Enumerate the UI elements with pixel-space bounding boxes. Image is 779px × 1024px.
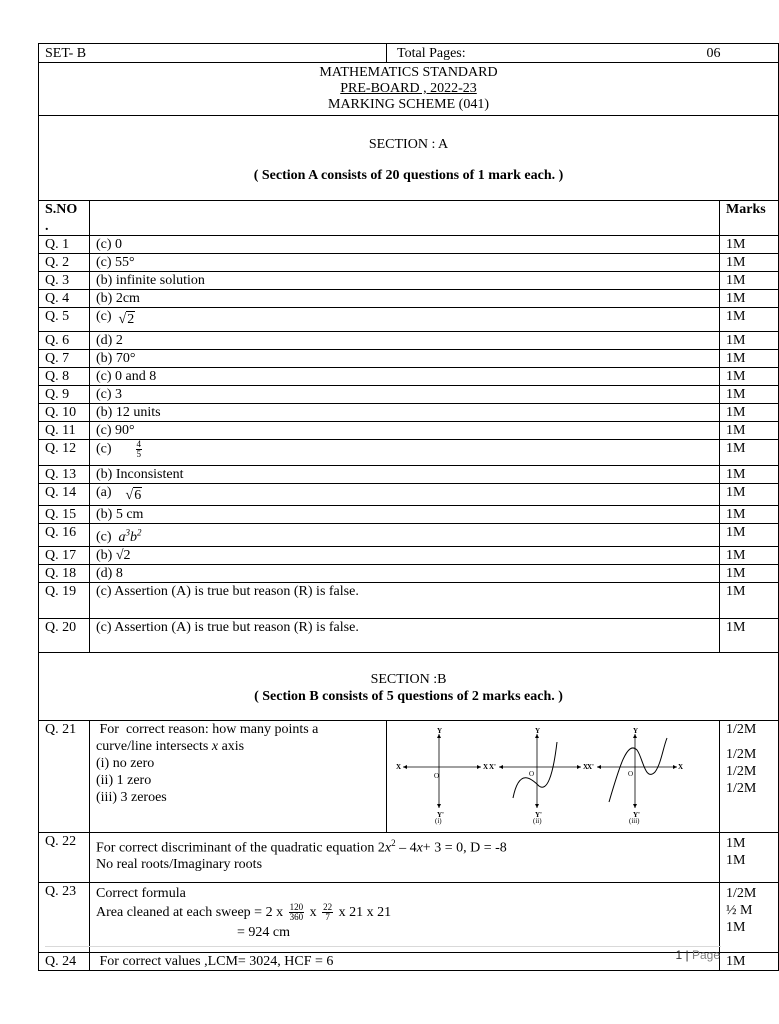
question-number: Q. 22 (39, 832, 90, 882)
q22-row (39, 832, 779, 882)
answer-cell (90, 720, 387, 832)
answer-text: (d) 2 (96, 333, 123, 348)
marks-cell (720, 882, 779, 952)
question-number: Q. 1 (39, 236, 90, 254)
q23-line3: = 924 cm (237, 924, 290, 940)
answer-row (39, 546, 779, 564)
answer-cell (90, 254, 720, 272)
marks-cell: 1M (720, 506, 779, 524)
marks-cell: 1M (720, 484, 779, 506)
mark: 1/2M (726, 763, 757, 779)
svg-text:X: X (678, 763, 684, 772)
marks-cell: 1M (720, 546, 779, 564)
answer-cell (90, 466, 720, 484)
marks-cell: 1M (720, 308, 779, 332)
marks-cell: 1M (720, 236, 779, 254)
answer-text: (b) √2 (96, 547, 131, 563)
subject-title: MATHEMATICS STANDARD (319, 65, 498, 80)
answer-row (39, 564, 779, 582)
header-row (39, 44, 779, 63)
q21-line4: (ii) 1 zero (96, 772, 152, 788)
answer-row (39, 308, 779, 332)
marks-cell: 1M (720, 368, 779, 386)
column-header-row (39, 201, 779, 236)
answer-cell (90, 308, 720, 332)
total-pages-cell (387, 44, 779, 63)
svg-text:Y: Y (633, 727, 639, 736)
mark: 1M (726, 919, 746, 935)
question-number: Q. 19 (39, 582, 90, 618)
title-block (39, 63, 779, 116)
marks-cell: 1M (720, 524, 779, 547)
answer-cell (90, 952, 720, 970)
total-pages-value: 06 (706, 46, 721, 61)
mark: 1M (726, 852, 746, 868)
mark: 1/2M (726, 721, 757, 737)
answer-row (39, 254, 779, 272)
question-number: Q. 15 (39, 506, 90, 524)
svg-text:Y': Y' (535, 811, 543, 820)
marking-scheme-table (38, 43, 779, 971)
question-number: Q. 24 (39, 952, 90, 970)
question-number: Q. 11 (39, 422, 90, 440)
answer-row (39, 350, 779, 368)
marks-cell: 1M (720, 422, 779, 440)
question-number: Q. 8 (39, 368, 90, 386)
mark: 1/2M (726, 885, 757, 901)
answer-row (39, 290, 779, 308)
marks-cell: 1M (720, 350, 779, 368)
fraction (136, 440, 143, 459)
svg-text:(i): (i) (435, 817, 442, 826)
svg-text:X: X (483, 763, 489, 772)
question-number: Q. 2 (39, 254, 90, 272)
set-label: SET- B (39, 44, 387, 63)
answer-cell (90, 546, 720, 564)
answer-row (39, 386, 779, 404)
section-b-header-row (39, 652, 779, 720)
answer-cell (90, 618, 720, 652)
q21-line5: (iii) 3 zeroes (96, 789, 167, 805)
answer-text: (c) 3 (96, 387, 123, 402)
answer-option: (c) (96, 529, 119, 545)
marks-cell: 1M (720, 440, 779, 466)
answer-text: (c) Assertion (A) is true but reason (R) is false. (96, 619, 359, 635)
answer-text: (b) infinite solution (96, 273, 205, 288)
answer-cell (90, 368, 720, 386)
answer-text: (c) 0 (96, 237, 123, 252)
answer-option: (c) (96, 309, 119, 324)
svg-text:X': X' (489, 763, 497, 772)
marks-cell: 1M (720, 404, 779, 422)
question-number: Q. 12 (39, 440, 90, 466)
marks-cell: 1M (720, 272, 779, 290)
section-a-header-row (39, 116, 779, 201)
answer-row (39, 484, 779, 506)
answer-row (39, 618, 779, 652)
marks-cell (720, 832, 779, 882)
answer-cell (90, 422, 720, 440)
answer-cell (90, 582, 720, 618)
answer-cell (90, 272, 720, 290)
question-number: Q. 10 (39, 404, 90, 422)
answer-row (39, 466, 779, 484)
answer-cell (90, 882, 720, 952)
total-pages-label: Total Pages: (397, 46, 466, 61)
question-number: Q. 3 (39, 272, 90, 290)
mark: 1/2M (726, 780, 757, 796)
q23-line2: Area cleaned at each sweep = 2 x $\frac{120}{360}$ x $\frac{22}{7}$ x 21 x 21 (96, 901, 392, 922)
answer-text: (c) Assertion (A) is true but reason (R) is false. (96, 583, 359, 599)
answer-row (39, 582, 779, 618)
col-sno-dot: . (45, 219, 49, 234)
answer-cell (90, 290, 720, 308)
svg-text:X: X (583, 763, 589, 772)
section-b-note: ( Section B consists of 5 questions of 2 marks each. ) (254, 688, 563, 704)
col-answer (90, 201, 720, 236)
q22-line1: For correct discriminant of the quadratic equation $2x^2 - 4x+ 3 = 0$, D = -8 (96, 837, 507, 856)
answer-text: (b) Inconsistent (96, 467, 184, 482)
question-number: Q. 20 (39, 618, 90, 652)
answer-cell (90, 564, 720, 582)
math-expression: $a^3b^2$ (118, 527, 142, 545)
answer-row (39, 368, 779, 386)
svg-text:Y': Y' (633, 811, 641, 820)
answer-text: (b) 70° (96, 351, 136, 366)
answer-cell (90, 386, 720, 404)
question-number: Q. 7 (39, 350, 90, 368)
answer-text: (c) 55° (96, 255, 135, 270)
page-num: 1 (675, 948, 683, 962)
q23-row (39, 882, 779, 952)
answer-text: (b) 2cm (96, 291, 140, 306)
answer-row (39, 506, 779, 524)
answer-cell (90, 332, 720, 350)
fraction: $\frac{22}{7}$ (323, 901, 333, 922)
marks-cell: 1M (720, 618, 779, 652)
question-number: Q. 6 (39, 332, 90, 350)
section-b-heading (39, 652, 779, 720)
col-sno-text: S.NO (45, 202, 78, 217)
svg-text:X: X (396, 763, 402, 772)
answer-row (39, 440, 779, 466)
graph-no-zero (396, 727, 488, 825)
svg-text:(ii): (ii) (533, 817, 542, 826)
page-number (675, 948, 720, 962)
footer-rule (45, 946, 721, 947)
mark: 1/2M (726, 746, 757, 762)
marks-cell: 1M (720, 290, 779, 308)
zeroes-graphs (391, 727, 684, 826)
page-sep: | (682, 948, 692, 962)
svg-text:X': X' (587, 763, 595, 772)
q22-line2: No real roots/Imaginary roots (96, 857, 263, 873)
marks-cell: 1M (720, 952, 779, 970)
question-number: Q. 9 (39, 386, 90, 404)
section-a-title: SECTION : A (368, 137, 449, 152)
answer-text: (b) 12 units (96, 405, 161, 420)
radicand: 2 (127, 312, 135, 327)
graphs-cell (387, 720, 720, 832)
section-b-title: SECTION :B (370, 671, 447, 687)
answer-cell (90, 524, 720, 547)
marks-cell: 1M (720, 254, 779, 272)
q21-line2: curve/line intersects x axis (96, 738, 245, 754)
answer-text: (b) 5 cm (96, 507, 144, 522)
svg-text:O: O (434, 772, 440, 781)
svg-text:Y: Y (437, 727, 443, 736)
svg-text:(iii): (iii) (629, 817, 640, 826)
answer-row (39, 236, 779, 254)
answer-cell (90, 484, 720, 506)
question-number: Q. 17 (39, 546, 90, 564)
answer-text: (d) 8 (96, 565, 123, 581)
page-label: Page (691, 948, 720, 962)
svg-text:Y': Y' (437, 811, 445, 820)
answer-row (39, 524, 779, 547)
marks-cell (720, 720, 779, 832)
answer-text: (c) 0 and 8 (96, 369, 157, 384)
numerator: 4 (136, 439, 142, 449)
section-a-note: ( Section A consists of 20 questions of 1 mark each. ) (253, 168, 564, 183)
svg-text:O: O (529, 770, 535, 779)
q24-text: For correct values ,LCM= 3024, HCF = 6 (96, 953, 334, 969)
col-sno (39, 201, 90, 236)
section-a-heading (39, 116, 779, 201)
sqrt-expression: √2 (118, 312, 135, 327)
question-number: Q. 21 (39, 720, 90, 832)
question-number: Q. 14 (39, 484, 90, 506)
answer-row (39, 272, 779, 290)
answer-text: (c) 90° (96, 423, 135, 438)
scheme-title: MARKING SCHEME (041) (328, 97, 489, 112)
svg-text:O: O (628, 770, 634, 779)
question-number: Q. 4 (39, 290, 90, 308)
answer-cell (90, 832, 720, 882)
answer-cell (90, 350, 720, 368)
q21-line1: For correct reason: how many points a (96, 721, 319, 737)
radicand: 6 (134, 488, 142, 503)
answer-option: (c) (96, 441, 112, 457)
q21-row (39, 720, 779, 832)
fraction: $\frac{120}{360}$ (289, 901, 304, 922)
answer-row (39, 332, 779, 350)
sqrt-expression: √6 (125, 488, 142, 503)
marks-cell: 1M (720, 582, 779, 618)
question-number: Q. 16 (39, 524, 90, 547)
q23-line1: Correct formula (96, 885, 186, 901)
marks-cell: 1M (720, 564, 779, 582)
graph-one-zero (489, 727, 588, 825)
q21-line3: (i) no zero (96, 755, 155, 771)
question-number: Q. 5 (39, 308, 90, 332)
answer-cell (90, 236, 720, 254)
answer-row (39, 404, 779, 422)
graph-three-zeroes (587, 727, 683, 825)
question-number: Q. 13 (39, 466, 90, 484)
answer-cell (90, 440, 720, 466)
mark: 1M (726, 835, 746, 851)
answer-option: (a) (96, 485, 126, 500)
answer-row (39, 422, 779, 440)
mark: ½ M (726, 902, 753, 918)
q24-row (39, 952, 779, 970)
question-number: Q. 23 (39, 882, 90, 952)
answer-cell (90, 404, 720, 422)
exam-title: PRE-BOARD , 2022-23 (340, 81, 477, 96)
denominator: 5 (136, 449, 142, 459)
marks-cell: 1M (720, 332, 779, 350)
answer-cell (90, 506, 720, 524)
title-row (39, 63, 779, 116)
marks-cell: 1M (720, 466, 779, 484)
col-marks: Marks (720, 201, 779, 236)
question-number: Q. 18 (39, 564, 90, 582)
svg-text:Y: Y (535, 727, 541, 736)
marks-cell: 1M (720, 386, 779, 404)
